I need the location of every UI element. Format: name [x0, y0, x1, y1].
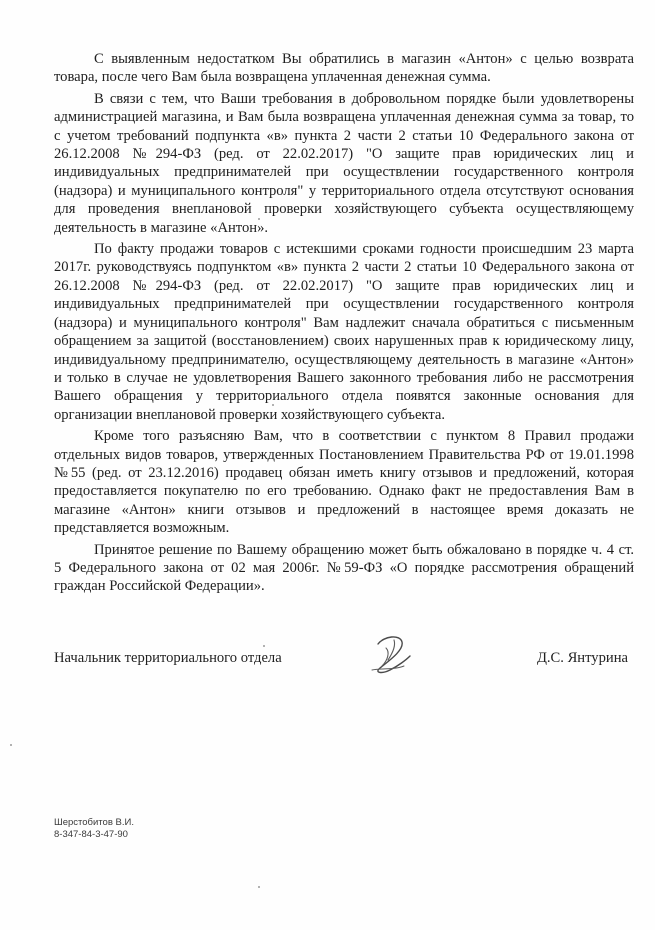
letter-body [54, 50, 634, 599]
signer-position: Начальник территориального отдела [54, 650, 282, 666]
signature-row [54, 648, 634, 674]
executor-phone: 8-347-84-3-47-90 [54, 829, 128, 840]
executor-name: Шерстобитов В.И. [54, 817, 134, 828]
paragraph-complaints-book: Кроме того разъясняю Вам, что в соответствии с пунктом 8 Правил продажи отдельных видов товаров, утвержденных Постановлением Правительства РФ от 19.01.1998 №55 (ред. от 23.12.2016) продавец обязан иметь книгу отзывов и предложений, которая предоставляется покупателю по его требованию. Однако факт не предоставления Вам в магазине «Антон» книги отзывов и предложений в настоящее время доказать не представляется возможным. [54, 428, 634, 537]
executor-info [54, 817, 134, 841]
signer-name: Д.С. Янтурина [536, 650, 628, 666]
paragraph-no-grounds-for-inspection: В связи с тем, что Ваши требования в добровольном порядке были удовлетворены администрацией магазина, и Вам была возвращена уплаченная денежная сумма за товар, то с учетом требований подпункта «в» пункта 2 части 2 статьи 10 Федерального закона от 26.12.2008 №294-ФЗ (ред. от 22.02.2017) "О защите прав юридических лиц и индивидуальных предпринимателей при осуществлении государственного контроля (надзора) и муниципального контроля" у территориального отдела отсутствуют основания для проведения внеплановой проверки хозяйствующего субъекта осуществляющему деятельность в магазине «Антон». [54, 90, 634, 236]
paragraph-appeal-procedure: Принятое решение по Вашему обращению может быть обжаловано в порядке ч. 4 ст. 5 Федерального закона от 02 мая 2006г. №59-ФЗ «О порядке рассмотрения обращений граждан Российской Федерации». [54, 541, 634, 595]
paragraph-expired-goods: По факту продажи товаров с истекшими сроками годности происшедшим 23 марта 2017г. руководствуясь подпунктом «в» пункта 2 части 2 статьи 10 Федерального закона от 26.12.2008 №294-ФЗ (ред. от 22.02.2017) "О защите прав юридических лиц и индивидуальных предпринимателей при осуществлении государственного контроля (надзора) и муниципального контроля" Вам надлежит сначала обратиться с письменным обращением за защитой (восстановлением) своих нарушенных прав к юридическому лицу, индивидуальному предпринимателю, осуществляющему деятельность в магазине «Антон» и только в случае не удовлетворения Вашего законного требования либо не рассмотрения Вашего обращения у территориального отдела появятся законные основания для организации внеплановой проверки хозяйствующего субъекта. [54, 241, 634, 423]
paragraph-return-of-money: С выявленным недостатком Вы обратились в магазин «Антон» с целью возврата товара, после чего Вам была возвращена уплаченная денежная сумма. [54, 51, 634, 86]
